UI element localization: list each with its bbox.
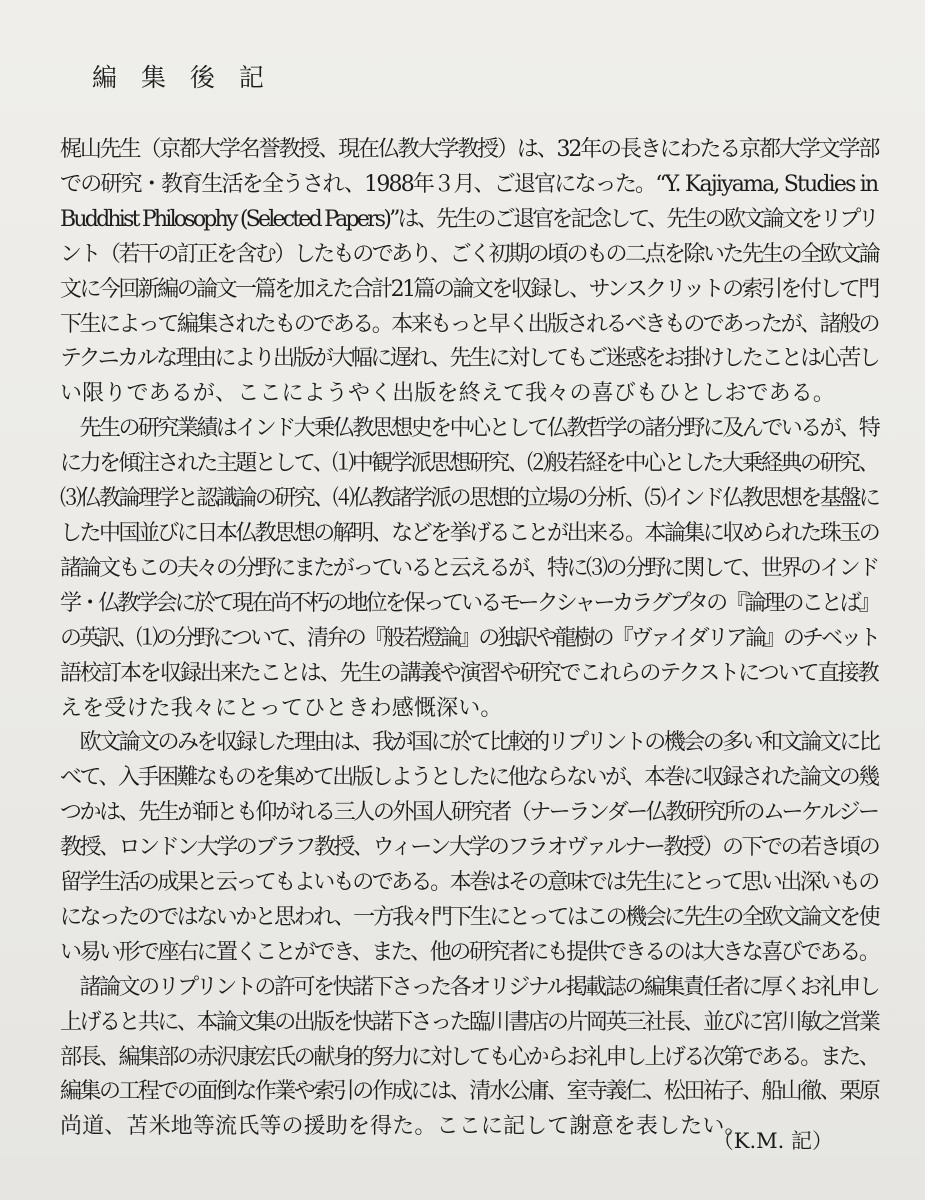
text-line: 学・仏教学会に於て現在尚不朽の地位を保っているモークシャーカラグプタの『論理のことば』 bbox=[60, 590, 879, 616]
signature: （K.M. 記） bbox=[712, 1129, 833, 1153]
text-line: Buddhist Philosophy (Selected Papers)”は、先生のご退官を記念して、先生の欧文論文をリプリ bbox=[60, 206, 877, 232]
page-title: 編 集 後 記 bbox=[92, 63, 272, 92]
text-line: に力を傾注された主題として、⑴中観学派思想研究、⑵般若経を中心とした大乗経典の研究、 bbox=[60, 451, 878, 477]
text-line: 欧文論文のみを収録した理由は、我が国に於て比較的リプリントの機会の多い和文論文に比 bbox=[60, 730, 879, 756]
text-line: 留学生活の成果と云ってもよいものである。本巻はその意味では先生にとって思い出深いもの bbox=[60, 870, 878, 896]
text-line: になったのではないかと思われ、一方我々門下生にとってはこの機会に先生の全欧文論文を使 bbox=[60, 904, 879, 930]
text-line: ント（若干の訂正を含む）したものであり、ごく初期の頃のもの二点を除いた先生の全欧文論 bbox=[60, 241, 879, 267]
text-line: 語校訂本を収録出来たことは、先生の講義や演習や研究でこれらのテクストについて直接教 bbox=[60, 660, 878, 686]
text-line: ⑶仏教論理学と認識論の研究、⑷仏教諸学派の思想的立場の分析、⑸インド仏教思想を基盤に bbox=[60, 486, 879, 512]
text-line: 下生によって編集されたものである。本来もっと早く出版されるべきものであったが、諸般の bbox=[60, 311, 878, 337]
text-line: い易い形で座右に置くことができ、また、他の研究者にも提供できるのは大きな喜びである。 bbox=[60, 939, 879, 965]
text-line: 諸論文のリプリントの許可を快諾下さった各オリジナル掲載誌の編集責任者に厚くお礼申し bbox=[60, 974, 879, 1000]
text-line: 部長、編集部の赤沢康宏氏の献身的努力に対しても心からお礼申し上げる次第である。また、 bbox=[60, 1044, 879, 1070]
text-line: つかは、先生が師とも仰がれる三人の外国人研究者（ナーランダー仏教研究所のムーケルジー bbox=[60, 800, 878, 826]
text-line: 諸論文もこの夫々の分野にまたがっていると云えるが、特に⑶の分野に関して、世界のインド bbox=[60, 555, 878, 581]
text-line: えを受けた我々にとってひときわ感慨深い。 bbox=[60, 695, 503, 721]
text-line: テクニカルな理由により出版が大幅に遅れ、先生に対してもご迷惑をお掛けしたことは心苦し bbox=[60, 346, 879, 372]
text-line: での研究・教育生活を全うされ、1988年３月、ご退官になった。“Y. Kajiyama, Studies in bbox=[60, 171, 878, 197]
text-line: い限りであるが、ここにようやく出版を終えて我々の喜びもひとしおである。 bbox=[60, 381, 836, 407]
text-line: の英訳、⑴の分野について、清弁の『般若燈論』の独訳や龍樹の『ヴァイダリア論』のチベット bbox=[60, 625, 879, 651]
body-text bbox=[60, 133, 880, 1145]
text-line: 編集の工程での面倒な作業や索引の作成には、清水公庸、室寺義仁、松田祐子、船山徹、栗原 bbox=[60, 1079, 879, 1105]
text-line: 梶山先生（京都大学名誉教授、現在仏教大学教授）は、32年の長きにわたる京都大学文学部 bbox=[60, 137, 879, 162]
text-line: 先生の研究業績はインド大乗仏教思想史を中心として仏教哲学の諸分野に及んでいるが、特 bbox=[60, 416, 879, 442]
text-line: 上げると共に、本論文集の出版を快諾下さった臨川書店の片岡英三社長、並びに宮川敏之営業 bbox=[60, 1009, 879, 1035]
text-line: 文に今回新編の論文一篇を加えた合計21篇の論文を収録し、サンスクリットの索引を付して門 bbox=[60, 276, 878, 302]
text-line: 教授、ロンドン大学のブラフ教授、ウィーン大学のフラオヴァルナー教授）の下での若き頃の bbox=[60, 835, 879, 861]
text-line: した中国並びに日本仏教思想の解明、などを挙げることが出来る。本論集に収められた珠玉の bbox=[60, 520, 879, 546]
text-line: べて、入手困難なものを集めて出版しようとしたに他ならないが、本巻に収録された論文の幾 bbox=[60, 765, 878, 791]
text-line: 尚道、苫米地等流氏等の援助を得た。ここに記して謝意を表したい。 bbox=[60, 1114, 747, 1140]
